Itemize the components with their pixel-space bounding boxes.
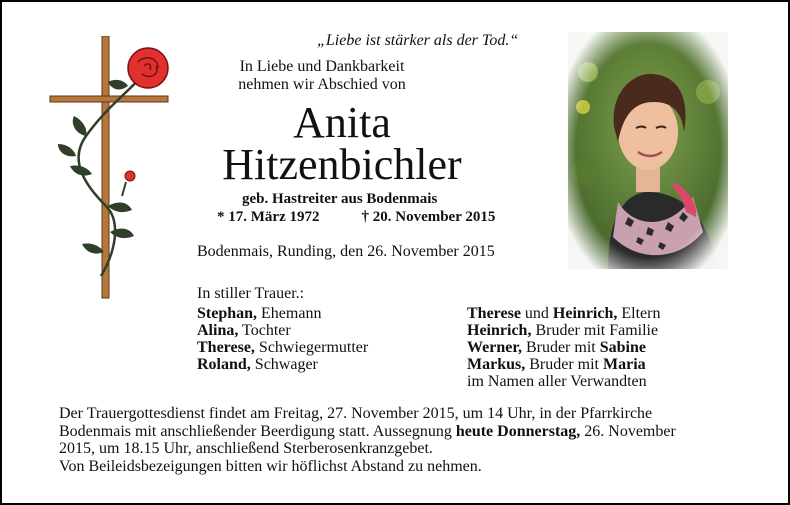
mourners-left (197, 305, 368, 373)
mourner-entry: Therese und Heinrich, Eltern (467, 305, 661, 322)
birth-date: * 17. März 1972 (217, 209, 320, 225)
mourning-heading: In stiller Trauer.: (197, 285, 305, 302)
portrait-photo (568, 32, 728, 269)
quote-line: „Liebe ist stärker als der Tod.“ (317, 32, 519, 49)
mourner-entry: Alina, Tochter (197, 322, 291, 339)
birth-name: geb. Hastreiter aus Bodenmais (242, 191, 438, 207)
first-name: Anita (293, 98, 391, 147)
place-and-date: Bodenmais, Runding, den 26. November 2015 (197, 243, 495, 260)
death-date: † 20. November 2015 (361, 209, 496, 225)
life-dates (217, 209, 495, 226)
mourner-entry: Markus, Bruder mit Maria (467, 356, 646, 373)
service-notice: Der Trauergottesdienst findet am Freitag, 27. November 2015, um 14 Uhr, in der Pfarrkirche Bodenmais mit anschließender Beerdigung statt. Aussegnung heute Donnerstag, 26. November 2015, um 18.15 Uhr, anschließend Sterberosenkranzgebet. Von Beileidsbezeigungen bitten wir höflichst Abstand zu nehmen. (59, 405, 676, 475)
mourner-entry: Heinrich, Bruder mit Familie (467, 322, 659, 339)
mourner-entry: Therese, Schwiegermutter (197, 339, 369, 356)
mourner-entry: Stephan, Ehemann (197, 305, 322, 322)
mourner-entry: im Namen aller Verwandten (467, 373, 647, 390)
mourners-right (467, 305, 660, 390)
mourner-entry: Roland, Schwager (197, 356, 318, 373)
mourner-entry: Werner, Bruder mit Sabine (467, 339, 646, 356)
cross-with-rose-icon (46, 36, 176, 300)
last-name: Hitzenbichler (222, 140, 462, 189)
intro-text: In Liebe und Dankbarkeit nehmen wir Abschied von (238, 58, 406, 93)
